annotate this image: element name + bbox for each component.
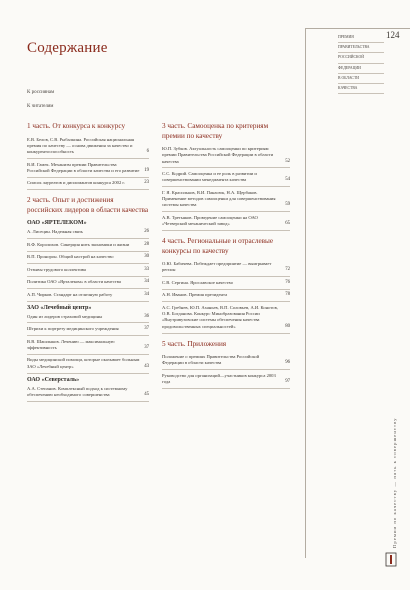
toc-entry[interactable] xyxy=(162,373,290,389)
toc-entry-page: 96 xyxy=(285,360,290,366)
running-head-line: ПРАВИТЕЛЬСТВА xyxy=(338,43,384,53)
toc-entry[interactable] xyxy=(27,339,149,355)
intro-entry[interactable]: К россиянам xyxy=(27,90,55,95)
toc-entry-page: 36 xyxy=(144,313,149,319)
toc-entry-text: Ю.П. Зубков. Актуальность самооценки по критериям премии Правительства Российской Федерации в области качества xyxy=(162,146,274,164)
toc-entry[interactable] xyxy=(27,279,149,289)
subsection-title: ОАО «Северсталь» xyxy=(27,376,80,383)
toc-entry[interactable] xyxy=(162,215,290,231)
toc-entry[interactable] xyxy=(27,229,149,239)
toc-entry[interactable] xyxy=(27,254,149,264)
top-rule xyxy=(305,28,410,29)
toc-entry-text: А. Лисецин. Надежная связь xyxy=(27,229,83,235)
toc-entry-page: 78 xyxy=(285,292,290,298)
toc-entry-page: 33 xyxy=(144,266,149,272)
toc-entry[interactable] xyxy=(27,326,149,336)
running-head-line: КАЧЕСТВА xyxy=(338,84,384,94)
running-head xyxy=(338,33,384,94)
section-title[interactable]: 5 часть. Приложения xyxy=(162,339,227,348)
toc-entry-text: С.В. Сергина. Ярославское качество xyxy=(162,279,233,285)
toc-entry-page: 80 xyxy=(285,323,290,329)
toc-entry-page: 19 xyxy=(144,167,149,173)
logo-icon xyxy=(385,552,397,567)
toc-entry[interactable] xyxy=(27,242,149,252)
toc-entry-page: 37 xyxy=(144,344,149,350)
running-head-line: РОССИЙСКОЙ xyxy=(338,53,384,63)
toc-entry-text: Руководство для организаций—участников конкурса 2003 года xyxy=(162,372,276,385)
toc-entry-text: С.С. Кодрий. Самооценка и ее роль в развитии и совершенствовании менеджмента качества xyxy=(162,171,257,183)
toc-entry[interactable] xyxy=(162,292,290,302)
toc-entry[interactable] xyxy=(162,280,290,290)
sidebar-rule xyxy=(305,28,306,558)
toc-entry-page: 97 xyxy=(285,379,290,385)
toc-entry-page: 37 xyxy=(144,326,149,332)
toc-entry-page: 72 xyxy=(285,267,290,273)
toc-entry-text: В.В. Шашлыков. Лечению — максимальную эффективность xyxy=(27,338,115,350)
toc-entry-text: А.П. Чирков. Стандарт на отличную работу xyxy=(27,291,113,297)
toc-entry-text: В.П. Пронорон. Общий настрой на качество xyxy=(27,254,114,260)
toc-entry-page: 34 xyxy=(144,279,149,285)
toc-entry[interactable] xyxy=(162,305,290,334)
subsection-title: ЗАО «Лечебный центр» xyxy=(27,304,92,311)
toc-entry-text: Отзывы трудового коллектива xyxy=(27,266,86,272)
toc-entry-text: Политика ОАО «Ярталеком» в области качества xyxy=(27,279,121,285)
running-head-line: В ОБЛАСТИ xyxy=(338,74,384,84)
toc-entry[interactable] xyxy=(162,190,290,212)
toc-entry-text: Г. Я. Красильков, В.И. Панасюк, Н.А. Щербаков. Применение методов самооценки для совершенствования системы качества xyxy=(162,189,276,208)
toc-section xyxy=(162,338,290,389)
toc-entry-page: 30 xyxy=(144,254,149,260)
running-head-line: ПРЕМИЯ xyxy=(338,33,384,43)
spine-title: Премии по качеству — пять к совершенству xyxy=(392,417,397,548)
toc-entry-page: 34 xyxy=(144,291,149,297)
section-title[interactable]: 1 часть. От конкурса к конкурсу xyxy=(27,122,126,130)
toc-entry[interactable] xyxy=(27,180,149,190)
toc-entry-text: А.Н. Иванов. Премия президента xyxy=(162,292,228,298)
section-title[interactable]: 3 часть. Самооценка по критериям премии по качеству xyxy=(162,122,269,140)
toc-entry-page: 76 xyxy=(285,279,290,285)
section-title[interactable]: 2 часть. Опыт и достижения российских лидеров в области качества xyxy=(27,196,149,214)
toc-section xyxy=(162,120,290,231)
toc-entry-text: Положение о премиях Правительства Российской Федерации в области качества xyxy=(162,354,260,366)
toc-entry[interactable] xyxy=(27,314,149,324)
toc-entry-text: Виды медицинской помощи, которые оказывает больным ЗАО «Лечебный центр» xyxy=(27,357,140,369)
section-title[interactable]: 4 часть. Региональные и отраслевые конкурсы по качеству xyxy=(162,237,274,255)
toc-entry-page: 59 xyxy=(285,202,290,208)
toc-entry[interactable] xyxy=(162,171,290,187)
toc-entry-page: 54 xyxy=(285,177,290,183)
toc-entry-page: 26 xyxy=(144,229,149,235)
toc-entry-text: Штрихи к портрету медицинского учреждения xyxy=(27,326,119,332)
intro-entry[interactable]: К читателям xyxy=(27,104,54,109)
toc-entry-text: Список лауреатов и дипломантов конкурса 2002 г. xyxy=(27,180,125,186)
toc-entry-page: 43 xyxy=(144,363,149,369)
toc-entry[interactable] xyxy=(162,354,290,370)
toc-left-column xyxy=(27,120,149,406)
toc-entry-page: 65 xyxy=(285,221,290,227)
toc-entry[interactable] xyxy=(27,267,149,277)
toc-right-column xyxy=(162,120,290,393)
toc-section xyxy=(27,120,149,190)
toc-entry[interactable] xyxy=(27,292,149,302)
toc-entry-text: А.А. Степанов. Комплексный подход к системному обеспечению необходимого совершенства xyxy=(27,385,128,397)
toc-entry-page: 6 xyxy=(146,149,149,155)
toc-entry-page: 23 xyxy=(144,180,149,186)
toc-entry-text: В.И. Гамек. Механизм премии Правительства Российской Федерации в области качества и его развитие xyxy=(27,161,140,173)
toc-entry[interactable] xyxy=(27,386,149,402)
toc-entry-page: 52 xyxy=(285,158,290,164)
toc-entry[interactable] xyxy=(27,137,149,159)
toc-entry-text: Е.В. Белов, С.В. Рыбалкина. Российская национальная премия по качеству — основа движения за качество и конкурентоспособность xyxy=(27,136,135,155)
toc-entry-text: О.Ю. Бабичева. Побеждает предприятие — выигрывает регион xyxy=(162,261,272,273)
subsection-title: ОАО «ЯРТЕЛЕКОМ» xyxy=(27,220,87,227)
toc-entry-text: А.С. Гребнев, Ю.П. Аханьев, В.П. Соловьев, А.И. Конотов, О.В. Богданова. Конкурс Минобразования России «Внутривузовские системы обеспечения качества продовольственных специальностей» xyxy=(162,304,278,329)
toc-entry-page: 45 xyxy=(144,391,149,397)
toc-section xyxy=(162,235,290,334)
running-head-line: ФЕДЕРАЦИИ xyxy=(338,64,384,74)
toc-entry-text: В.Ф. Королихов. Синерция нить экономики и жизни xyxy=(27,241,130,247)
toc-entry-text: Один из лидеров страховой медицины xyxy=(27,313,103,319)
page-number: 124 xyxy=(386,30,400,40)
toc-entry-text: А.В. Третьяков. Проведение самооценки на ОАО «Четверский механический завод» xyxy=(162,214,258,227)
toc-entry[interactable] xyxy=(162,146,290,168)
page-title: Содержание xyxy=(27,40,108,56)
toc-entry[interactable] xyxy=(162,261,290,277)
toc-entry-page: 28 xyxy=(144,241,149,247)
toc-entry[interactable] xyxy=(27,357,149,373)
toc-section xyxy=(27,194,149,401)
toc-entry[interactable] xyxy=(27,162,149,178)
